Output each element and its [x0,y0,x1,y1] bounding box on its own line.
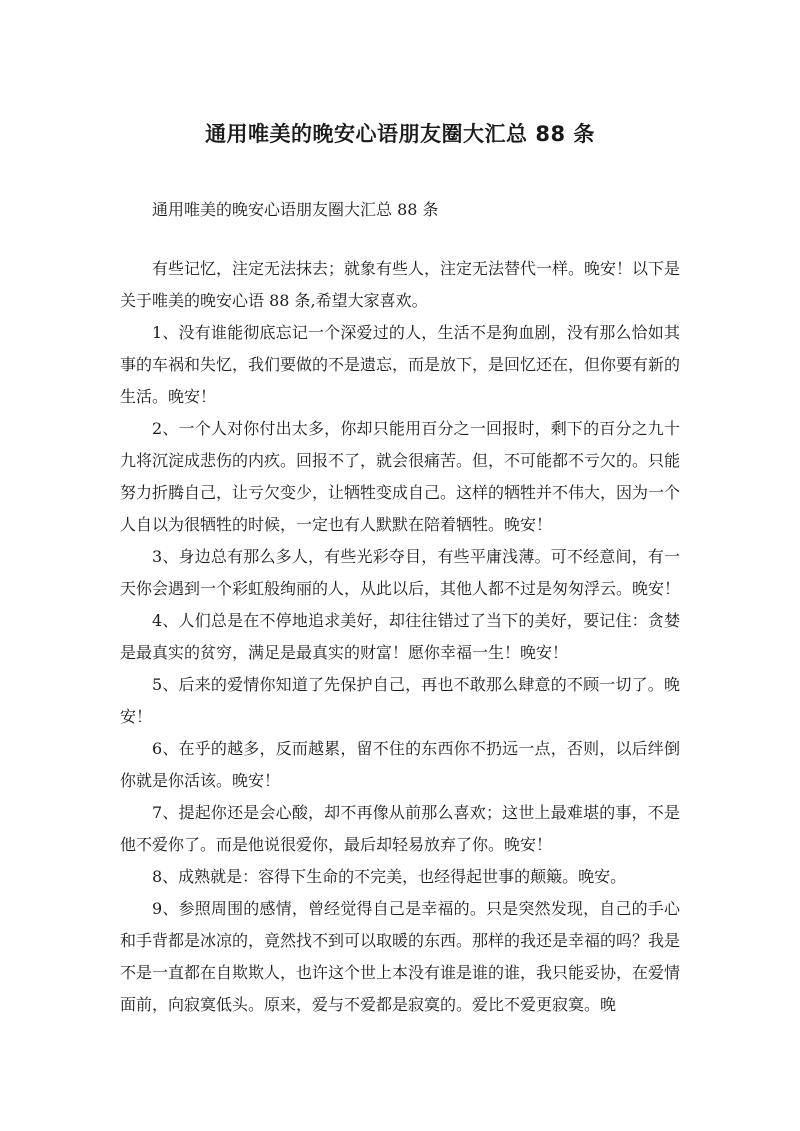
list-item: 5、后来的爱情你知道了先保护自己，再也不敢那么肆意的不顾一切了。晚安！ [120,675,680,726]
list-item: 6、在乎的越多，反而越累，留不住的东西你不扔远一点，否则，以后绊倒你就是你活该。晚安！ [120,739,680,790]
list-item: 2、一个人对你付出太多，你却只能用百分之一回报时，剩下的百分之九十九将沉淀成悲伤的内疚。回报不了，就会很痛苦。但，不可能都不亏欠的。只能努力折腾自己，让亏欠变少，让牺牲变成自己。这样的牺牲并不伟大，因为一个人自以为很牺牲的时候，一定也有人默默在陪着牺牲。晚安！ [120,419,681,534]
list-item: 4、人们总是在不停地追求美好，却往往错过了当下的美好，要记住：贪婪是最真实的贫穷，满足是最真实的财富！愿你幸福一生！晚安！ [120,611,680,662]
list-item: 9、参照周围的感情，曾经觉得自己是幸福的。只是突然发现，自己的手心和手背都是冰凉的，竟然找不到可以取暖的东西。那样的我还是幸福的吗？我是不是一直都在自欺欺人，也许这个世上本没有谁是谁的谁，我只能妥协，在爱情面前，向寂寞低头。原来，爱与不爱都是寂寞的。爱比不爱更寂寞。晚 [120,899,681,1014]
document-body [120,253,680,1021]
document-subtitle: 通用唯美的晚安心语朋友圈大汇总 88 条 [152,200,439,219]
list-item: 1、没有谁能彻底忘记一个深爱过的人，生活不是狗血剧，没有那么恰如其事的车祸和失忆，我们要做的不是遗忘，而是放下，是回忆还在，但你要有新的生活。晚安！ [120,323,681,406]
document-title: 通用唯美的晚安心语朋友圈大汇总 88 条 [205,122,595,146]
intro-paragraph: 有些记忆，注定无法抹去；就象有些人，注定无法替代一样。晚安！以下是关于唯美的晚安心语 88 条,希望大家喜欢。 [120,259,681,310]
list-item: 7、提起你还是会心酸，却不再像从前那么喜欢；这世上最难堪的事，不是他不爱你了。而是他说很爱你，最后却轻易放弃了你。晚安！ [120,803,680,854]
list-item: 8、成熟就是：容得下生命的不完美，也经得起世事的颠簸。晚安。 [152,867,627,886]
list-item: 3、身边总有那么多人，有些光彩夺目，有些平庸浅薄。可不经意间，有一天你会遇到一个彩虹般绚丽的人，从此以后，其他人都不过是匆匆浮云。晚安！ [120,547,681,598]
